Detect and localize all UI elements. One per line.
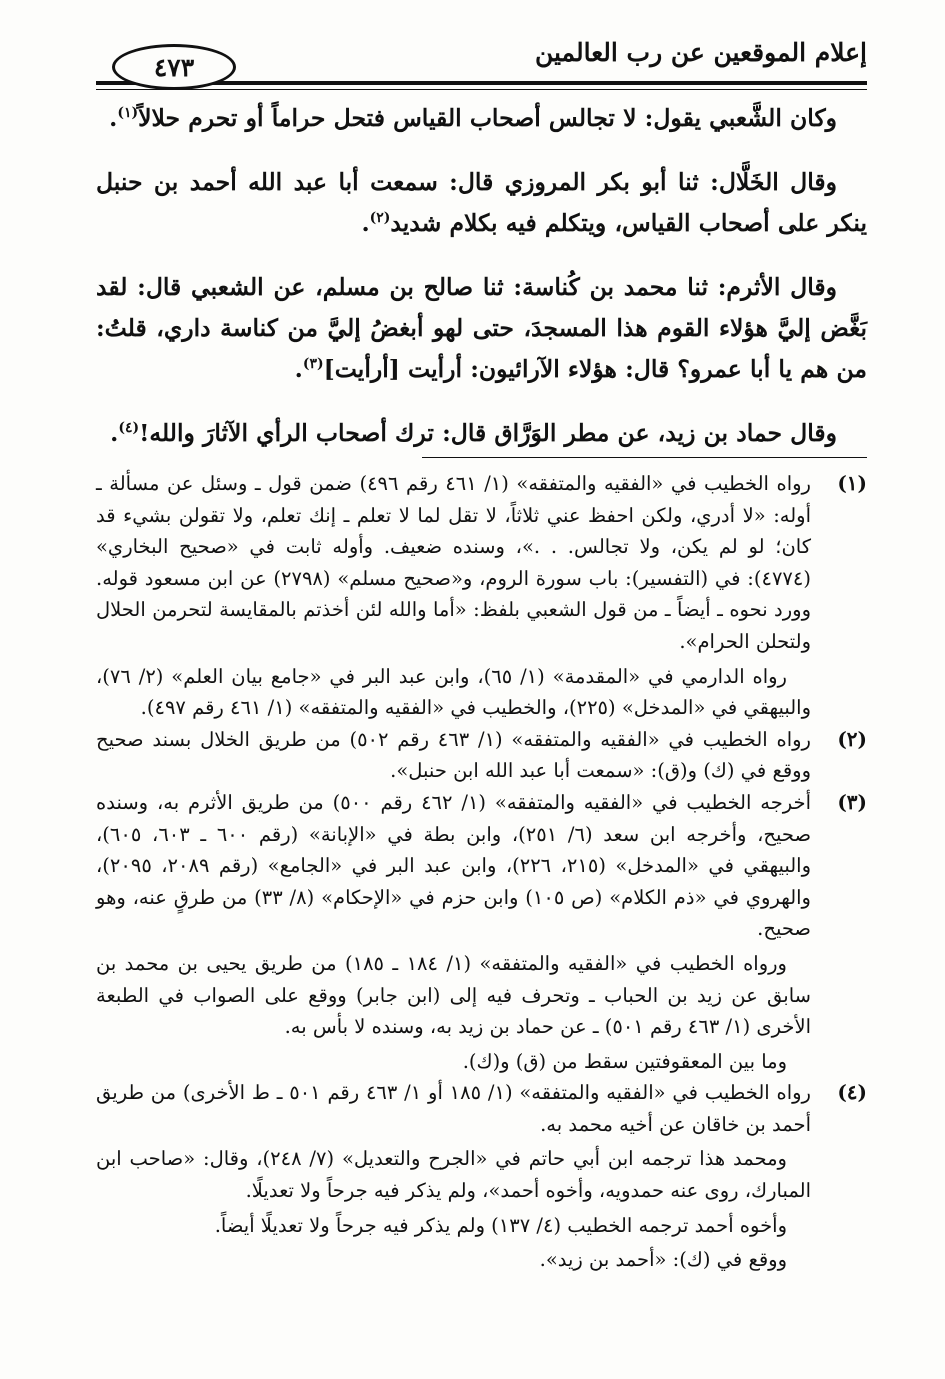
footnote-number: (٢) bbox=[837, 726, 867, 751]
footnote-text: رواه الخطيب في «الفقيه والمتفقه» (١/ ١٨٥ أو ١/ ٤٦٣ رقم ٥٠١ ـ ط الأخرى) من طريق أحمد بن خاقان عن أخيه محمد به. bbox=[96, 1081, 811, 1136]
paragraph-text: وقال الأثرم: ثنا محمد بن كُناسة: ثنا صالح بن مسلم، عن الشعبي قال: لقد بَغَّض إليَّ هؤلاء القوم هذا المسجدَ، حتى لهو أبغضُ إليَّ من كناسة داري، قلتُ: من هم يا أبا عمرو؟ قال: هؤلاء الآرائيون: أرأيت [أرأيت] bbox=[96, 273, 867, 383]
main-paragraph bbox=[96, 413, 867, 454]
footnote-text: وأخوه أحمد ترجمه الخطيب (٤/ ١٣٧) ولم يذكر فيه جرحاً ولا تعديلًا أيضاً. bbox=[214, 1213, 787, 1237]
main-text bbox=[96, 98, 867, 477]
footnote-number: (١) bbox=[837, 471, 867, 495]
paragraph-end: . bbox=[294, 355, 303, 383]
footnote-text: ووقع في (ك): «أحمد بن زيد». bbox=[539, 1248, 787, 1272]
footnote-ref[interactable]: (٢) bbox=[369, 210, 391, 227]
footnote-text: وما بين المعقوفتين سقط من (ق) و(ك). bbox=[462, 1049, 787, 1073]
footnote-separator bbox=[422, 457, 867, 458]
footnote-text: رواه الدارمي في «المقدمة» (١/ ٦٥)، وابن عبد البر في «جامع بيان العلم» (٢/ ٧٦)، والبيهقي في «المدخل» (٢٢٥)، والخطيب في «الفقيه والمتفقه» (١/ ٤٦١ رقم ٤٩٧). bbox=[96, 664, 811, 720]
header-rule-thin bbox=[96, 89, 867, 90]
main-paragraph bbox=[96, 267, 867, 390]
footnote-number: (٤) bbox=[837, 1080, 867, 1105]
main-paragraph bbox=[96, 162, 867, 244]
page-number: ٤٧٣ bbox=[112, 44, 236, 90]
paragraph-text: وقال الخَلَّال: ثنا أبو بكر المروزي قال: سمعت أبا عبد الله أحمد بن حنبل ينكر على أصحاب القياس، ويتكلم فيه بكلام شديد bbox=[96, 168, 867, 237]
footnote-ref[interactable]: (١) bbox=[117, 105, 139, 122]
paragraph-text: وقال حماد بن زيد، عن مطر الوَرَّاق قال: ترك أصحاب الرأي الآثارَ والله! bbox=[139, 419, 837, 447]
footnotes bbox=[96, 468, 867, 1276]
footnote bbox=[96, 468, 867, 724]
footnote-text: رواه الخطيب في «الفقيه والمتفقه» (١/ ٤٦٣ رقم ٥٠٢) من طريق الخلال بسند صحيح ووقع في (ك) و(ق): «سمعت أبا عبد الله ابن حنبل». bbox=[96, 727, 811, 783]
footnote-text: ورواه الخطيب في «الفقيه والمتفقه» (١/ ١٨٤ ـ ١٨٥) من طريق يحيى بن محمد بن سابق عن زيد بن الحباب ـ وتحرف فيه إلى (ابن جابر) ووقع على الصواب في الطبعة الأخرى (١/ ٤٦٣ رقم ٥٠١) ـ عن حماد بن زيد به، وسنده لا بأس به. bbox=[96, 951, 811, 1039]
paragraph-end: . bbox=[109, 104, 118, 132]
footnote-text: أخرجه الخطيب في «الفقيه والمتفقه» (١/ ٤٦٢ رقم ٥٠٠) من طريق الأثرم به، وسنده صحيح، وأخرجه ابن سعد (٦/ ٢٥١)، وابن بطة في «الإبانة» (رقم ٦٠٠ ـ ٦٠٣، ٦٠٥)، والبيهقي في «المدخل» (٢١٥، ٢٢٦)، وابن عبد البر في «الجامع» (رقم ٢٠٨٩، ٢٠٩٥)، والهروي في «ذم الكلام» (ص ١٠٥) وابن حزم في «الإحكام» (٨/ ٣٣) من طرقٍ عنه، وهو صحيح. bbox=[96, 790, 812, 941]
paragraph-end: . bbox=[361, 209, 370, 237]
main-paragraph bbox=[96, 98, 867, 139]
footnote bbox=[96, 1077, 867, 1276]
page-header bbox=[96, 34, 867, 94]
running-title: إعلام الموقعين عن رب العالمين bbox=[534, 38, 867, 67]
footnote-ref[interactable]: (٣) bbox=[302, 356, 324, 373]
footnote bbox=[96, 787, 867, 1077]
footnote-number: (٣) bbox=[837, 789, 867, 814]
footnote bbox=[96, 724, 867, 787]
footnote-text: ومحمد هذا ترجمه ابن أبي حاتم في «الجرح والتعديل» (٧/ ٢٤٨)، وقال: «صاحب ابن المبارك، روى عنه حمدويه، وأخوه أحمد»، ولم يذكر فيه جرحاً ولا تعديلًا. bbox=[96, 1147, 811, 1203]
footnote-text: رواه الخطيب في «الفقيه والمتفقه» (١/ ٤٦١ رقم ٤٩٦) ضمن قول ـ وسئل عن مسألة ـ أوله: «لا أدري، ولكن احفظ عني ثلاثاً، لا تقل لما لا تعلم ـ إنك تعلم، ولا تقولن بشيء قد كان؛ لو لم يكن، ولا تجالس. . .»، وسنده ضعيف. وأوله ثابت في «صحيح البخاري» (٤٧٧٤): في (التفسير): باب سورة الروم، و«صحيح مسلم» (٢٧٩٨) عن ابن مسعود قوله. وورد نحوه ـ أيضاً ـ من قول الشعبي بلفظ: «أما والله لئن أخذتم بالمقايسة لتحرمن الحلال ولتحلن الحرام». bbox=[96, 472, 811, 653]
paragraph-text: وكان الشَّعبي يقول: لا تجالس أصحاب القياس فتحل حراماً أو تحرم حلالاً bbox=[138, 104, 837, 132]
paragraph-end: . bbox=[110, 419, 119, 447]
footnote-ref[interactable]: (٤) bbox=[118, 420, 140, 437]
